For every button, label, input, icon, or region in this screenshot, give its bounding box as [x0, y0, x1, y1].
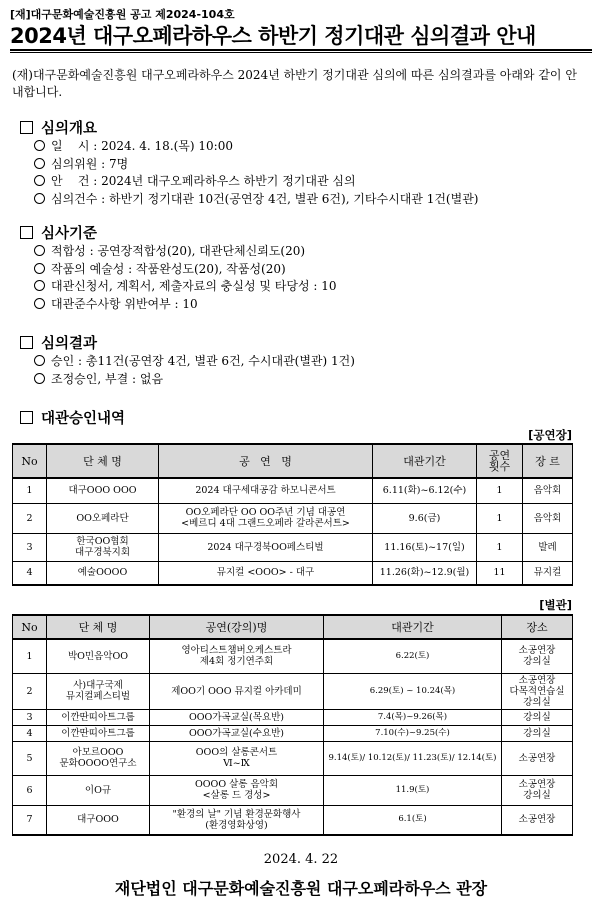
list-item: 대관준수사항 위반여부 : 10 — [34, 296, 336, 314]
table-cell: 소공연장 — [502, 805, 573, 835]
list-item: 대관신청서, 계획서, 제출자료의 충실성 및 타당성 : 10 — [34, 278, 336, 296]
table-cell: 7.4(목)~9.26(목) — [324, 709, 502, 725]
section-heading-approvals: 대관승인내역 — [20, 407, 125, 428]
section-heading-overview: 심의개요 — [20, 117, 97, 138]
table-cell: 제OO기 OOO 뮤지컬 아카데미 — [150, 673, 324, 709]
table-cell: 11.16(토)~17(일) — [373, 533, 477, 561]
table-cell: 2024 대구경북OO페스티벌 — [159, 533, 373, 561]
table-cell: 11.9(토) — [324, 775, 502, 805]
table-row — [13, 775, 573, 805]
circle-bullet-icon — [34, 193, 45, 204]
table-cell: 6 — [13, 775, 47, 805]
table-cell: OOO가곡교실(수요반) — [150, 725, 324, 741]
table-row — [13, 503, 573, 533]
table-cell: 이깐딴띠아트그룹 — [47, 725, 150, 741]
circle-bullet-icon — [34, 158, 45, 169]
table-row — [13, 709, 573, 725]
title-divider — [10, 49, 592, 53]
table-cell: 11 — [477, 561, 523, 585]
table-cell: 강의실 — [502, 725, 573, 741]
list-item: 조정승인, 부결 : 없음 — [34, 371, 355, 389]
col-header-program: 공연(강의)명 — [150, 615, 324, 639]
table-cell: 사)대구국제 뮤지컬페스티벌 — [47, 673, 150, 709]
list-item: 일 시 : 2024. 4. 18.(목) 10:00 — [34, 138, 478, 156]
table-tag-annex: [별관] — [539, 598, 572, 612]
intro-paragraph: (재)대구문화예술진흥원 대구오페라하우스 2024년 하반기 정기대관 심의에 따른 심의결과를 아래와 같이 안내합니다. — [12, 68, 577, 99]
table-cell: 뮤지컬 — [523, 561, 573, 585]
table-cell: 박O민음악OO — [47, 639, 150, 673]
col-header-period: 대관기간 — [373, 444, 477, 478]
list-item: 승인 : 총11건(공연장 4건, 별관 6건, 수시대관(별관) 1건) — [34, 353, 355, 371]
circle-bullet-icon — [34, 355, 45, 366]
circle-bullet-icon — [34, 263, 45, 274]
col-header-performance: 공 연 명 — [159, 444, 373, 478]
table-cell: 2 — [13, 503, 47, 533]
table-cell: 대구OOO OOO — [47, 478, 159, 503]
table-cell: 1 — [477, 478, 523, 503]
list-item: 작품의 예술성 : 작품완성도(20), 작품성(20) — [34, 261, 336, 279]
table-row — [13, 673, 573, 709]
hall-approval-table — [12, 443, 573, 586]
list-item: 심의건수 : 하반기 정기대관 10건(공연장 4건, 별관 6건), 기타수시대관 1건(별관) — [34, 191, 478, 209]
square-bullet-icon — [20, 411, 33, 424]
circle-bullet-icon — [34, 140, 45, 151]
square-bullet-icon — [20, 121, 33, 134]
col-header-org: 단 체 명 — [47, 615, 150, 639]
table-cell: 이O규 — [47, 775, 150, 805]
issue-date: 2024. 4. 22 — [263, 852, 339, 867]
table-row — [13, 805, 573, 835]
table-cell: 9.6(금) — [373, 503, 477, 533]
table-cell: 6.29(토) ~ 10.24(목) — [324, 673, 502, 709]
table-cell: 7 — [13, 805, 47, 835]
table-cell: 대구OOO — [47, 805, 150, 835]
criteria-list — [34, 243, 336, 313]
table-row — [13, 741, 573, 775]
table-cell: 6.1(토) — [324, 805, 502, 835]
table-cell: 한국OO협회 대구경북지회 — [47, 533, 159, 561]
table-row — [13, 725, 573, 741]
col-header-genre: 장 르 — [523, 444, 573, 478]
annex-approval-table — [12, 614, 573, 836]
overview-list — [34, 138, 478, 208]
list-item: 안 건 : 2024년 대구오페라하우스 하반기 정기대관 심의 — [34, 173, 478, 191]
table-cell: 영아티스트챔버오케스트라 제4회 정기연주회 — [150, 639, 324, 673]
table-cell: 6.22(토) — [324, 639, 502, 673]
col-header-no: No — [13, 444, 47, 478]
table-cell: 소공연장 다목적연습실 강의실 — [502, 673, 573, 709]
table-row — [13, 639, 573, 673]
circle-bullet-icon — [34, 373, 45, 384]
table-cell: 9.14(토)/ 10.12(토)/ 11.23(토)/ 12.14(토) — [324, 741, 502, 775]
issuer-signature: 재단법인 대구문화예술진흥원 대구오페라하우스 관장 — [114, 879, 488, 898]
circle-bullet-icon — [34, 175, 45, 186]
table-cell: 1 — [477, 503, 523, 533]
list-item: 적합성 : 공연장적합성(20), 대관단체신뢰도(20) — [34, 243, 336, 261]
section-heading-criteria: 심사기준 — [20, 222, 97, 243]
table-cell: OO오페라단 — [47, 503, 159, 533]
col-header-period: 대관기간 — [324, 615, 502, 639]
table-row — [13, 561, 573, 585]
table-cell: 5 — [13, 741, 47, 775]
table-cell: 뮤지컬 <OOO> - 대구 — [159, 561, 373, 585]
notice-number: [재]대구문화예술진흥원 공고 제2024-104호 — [10, 8, 235, 21]
table-cell: 발레 — [523, 533, 573, 561]
table-cell: 3 — [13, 709, 47, 725]
table-cell: 1 — [13, 478, 47, 503]
table-cell: 아모르OOO 문화OOOO연구소 — [47, 741, 150, 775]
col-header-count: 공연 횟수 — [477, 444, 523, 478]
table-cell: 11.26(화)~12.9(월) — [373, 561, 477, 585]
table-cell: 예술OOOO — [47, 561, 159, 585]
results-list — [34, 353, 355, 388]
table-cell: 7.10(수)~9.25(수) — [324, 725, 502, 741]
table-cell: 소공연장 강의실 — [502, 775, 573, 805]
table-cell: 2024 대구세대공감 하모니콘서트 — [159, 478, 373, 503]
table-cell: 1 — [477, 533, 523, 561]
table-cell: 2 — [13, 673, 47, 709]
table-cell: 소공연장 강의실 — [502, 639, 573, 673]
table-cell: OOO가곡교실(목요반) — [150, 709, 324, 725]
table-cell: "환경의 날" 기념 환경문화행사 (환경영화상영) — [150, 805, 324, 835]
table-cell: OO오페라단 OO OO주년 기념 대공연 <베르디 4대 그랜드오페라 갈라콘서트> — [159, 503, 373, 533]
square-bullet-icon — [20, 336, 33, 349]
table-cell: 4 — [13, 725, 47, 741]
table-cell: 3 — [13, 533, 47, 561]
table-cell: 4 — [13, 561, 47, 585]
section-heading-results: 심의결과 — [20, 332, 97, 353]
document-title: 2024년 대구오페라하우스 하반기 정기대관 심의결과 안내 — [10, 24, 536, 48]
col-header-venue: 장소 — [502, 615, 573, 639]
square-bullet-icon — [20, 226, 33, 239]
table-row — [13, 478, 573, 503]
table-cell: 음악회 — [523, 478, 573, 503]
table-cell: 6.11(화)~6.12(수) — [373, 478, 477, 503]
col-header-no: No — [13, 615, 47, 639]
circle-bullet-icon — [34, 245, 45, 256]
table-cell: OOOO 살롱 음악회 <살롱 드 경성> — [150, 775, 324, 805]
table-cell: 음악회 — [523, 503, 573, 533]
list-item: 심의위원 : 7명 — [34, 156, 478, 174]
circle-bullet-icon — [34, 298, 45, 309]
table-cell: 강의실 — [502, 709, 573, 725]
circle-bullet-icon — [34, 280, 45, 291]
table-cell: 1 — [13, 639, 47, 673]
table-cell: 소공연장 — [502, 741, 573, 775]
table-cell: OOO의 살롱콘서트 Ⅵ~Ⅸ — [150, 741, 324, 775]
table-cell: 이깐딴띠아트그룹 — [47, 709, 150, 725]
table-tag-hall: [공연장] — [528, 428, 572, 442]
col-header-org: 단 체 명 — [47, 444, 159, 478]
table-row — [13, 533, 573, 561]
